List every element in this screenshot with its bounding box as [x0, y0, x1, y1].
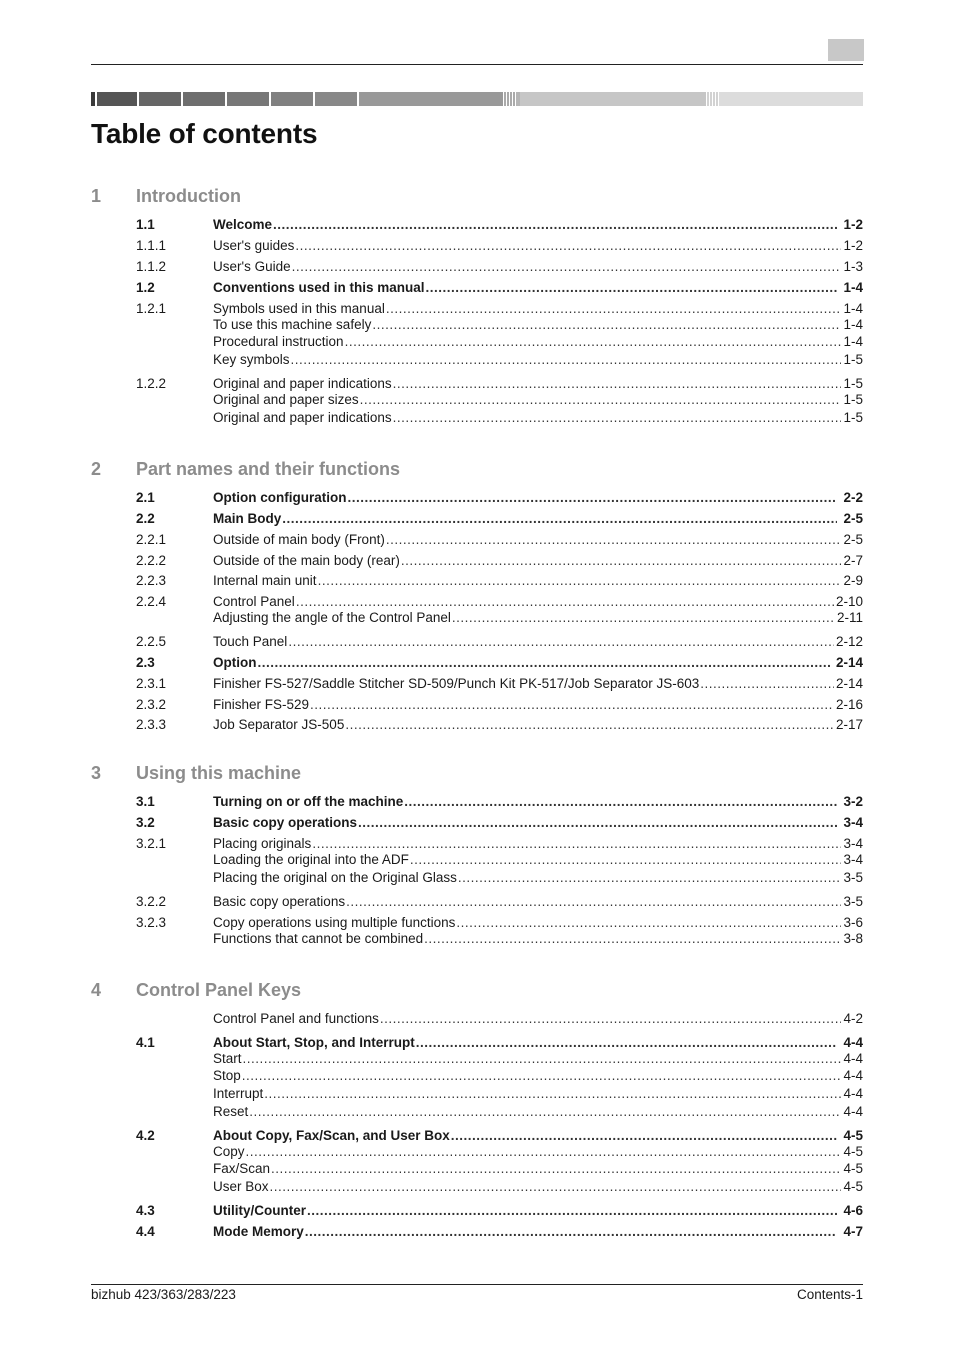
dot-leader [393, 375, 842, 392]
section-number: 4.4 [136, 1224, 155, 1239]
section-title: Conventions used in this manual [213, 280, 425, 295]
page-number: 4-5 [843, 1128, 863, 1143]
dot-leader [386, 531, 842, 548]
section-number: 2.2.1 [136, 532, 167, 547]
entry-line [213, 237, 863, 254]
footer-model: bizhub 423/363/283/223 [91, 1287, 236, 1302]
toc-entry[interactable] [91, 793, 863, 810]
entry-line [213, 572, 863, 589]
page-number: 3-5 [843, 894, 863, 909]
page-number: 1-3 [843, 259, 863, 274]
entry-line [213, 835, 863, 852]
section-number: 2.2 [136, 511, 155, 526]
page-number: 4-5 [843, 1179, 863, 1194]
entry-line [213, 930, 863, 947]
section-title: Reset [213, 1104, 249, 1119]
page-number: 4-7 [843, 1224, 863, 1239]
dot-leader [700, 675, 834, 692]
page-number: 2-14 [835, 655, 863, 670]
section-number: 2.3.3 [136, 717, 167, 732]
entry-line [213, 1223, 863, 1240]
entry-line [213, 1034, 863, 1051]
page-corner-tab [828, 39, 864, 61]
section-number: 1.1 [136, 217, 155, 232]
dot-leader [288, 633, 834, 650]
section-title: Finisher FS-527/Saddle Stitcher SD-509/Punch Kit PK-517/Job Separator JS-603 [213, 676, 700, 691]
entry-line [213, 300, 863, 317]
section-title: To use this machine safely [213, 317, 372, 332]
page-number: 3-2 [843, 794, 863, 809]
section-title: Copy operations using multiple functions [213, 915, 456, 930]
section-title: Mode Memory [213, 1224, 304, 1239]
page-number: 4-4 [843, 1068, 863, 1083]
entry-line [213, 633, 863, 650]
section-title: Internal main unit [213, 573, 317, 588]
toc-entry[interactable] [91, 1085, 863, 1102]
dot-leader [296, 593, 834, 610]
section-title: Functions that cannot be combined [213, 931, 424, 946]
toc-entry[interactable] [91, 216, 863, 233]
entry-line [213, 851, 863, 868]
section-number: 2.2.5 [136, 634, 167, 649]
section-title: Placing the original on the Original Glass [213, 870, 457, 885]
section-number: 1.1.1 [136, 238, 167, 253]
entry-line [213, 1103, 863, 1120]
section-number: 2.3 [136, 655, 155, 670]
section-number: 4.2 [136, 1128, 155, 1143]
entry-line [213, 593, 863, 610]
footer-rule [91, 1284, 863, 1285]
section-title: Touch Panel [213, 634, 288, 649]
entry-line [213, 1202, 863, 1219]
dot-leader [242, 1067, 842, 1084]
toc-entry[interactable] [91, 1050, 863, 1067]
toc-entry[interactable] [91, 300, 863, 317]
chapter-number: 3 [91, 763, 102, 783]
section-title: Stop [213, 1068, 241, 1083]
page-number: 1-2 [843, 217, 863, 232]
entry-line [213, 1127, 863, 1144]
entry-line [213, 1050, 863, 1067]
section-title: User's guides [213, 238, 295, 253]
section-title: Fax/Scan [213, 1161, 271, 1176]
section-title: About Copy, Fax/Scan, and User Box [213, 1128, 450, 1143]
dot-leader [312, 835, 841, 852]
page-number: 3-4 [843, 852, 863, 867]
page-number: 3-5 [843, 870, 863, 885]
chapter-number: 4 [91, 980, 102, 1000]
page-number: 2-9 [843, 573, 863, 588]
chapter-heading[interactable] [91, 459, 863, 481]
entry-line [213, 654, 863, 671]
section-number: 3.2.2 [136, 894, 167, 909]
toc-entry[interactable] [91, 1143, 863, 1160]
entry-line [213, 216, 863, 233]
section-title: Control Panel and functions [213, 1011, 379, 1026]
dot-leader [416, 1034, 838, 1051]
page-number: 4-4 [843, 1086, 863, 1101]
toc-entry[interactable] [91, 893, 863, 910]
toc-entry[interactable] [91, 851, 863, 868]
section-title: Original and paper indications [213, 376, 392, 391]
toc-entry[interactable] [91, 1127, 863, 1144]
dot-leader [258, 654, 830, 671]
section-title: Option configuration [213, 490, 347, 505]
section-title: Option [213, 655, 257, 670]
section-number: 2.2.4 [136, 594, 167, 609]
section-title: Symbols used in this manual [213, 301, 385, 316]
toc-entry[interactable] [91, 510, 863, 527]
entry-line [213, 1085, 863, 1102]
section-number: 2.3.2 [136, 697, 167, 712]
decorative-banner-bar [91, 92, 863, 106]
section-title: Copy [213, 1144, 245, 1159]
toc-entry[interactable] [91, 930, 863, 947]
page-number: 2-11 [836, 610, 863, 625]
toc-entry[interactable] [91, 835, 863, 852]
toc-entry[interactable] [91, 316, 863, 333]
dot-leader [386, 300, 842, 317]
section-number: 2.3.1 [136, 676, 167, 691]
entry-line [213, 1160, 863, 1177]
dot-leader [358, 814, 837, 831]
section-title: Original and paper indications [213, 410, 392, 425]
chapter-title: Control Panel Keys [136, 980, 302, 1000]
dot-leader [404, 793, 837, 810]
page-number: 4-6 [843, 1203, 863, 1218]
section-title: Basic copy operations [213, 894, 346, 909]
page-number: 1-5 [843, 392, 863, 407]
toc-entry[interactable] [91, 1223, 863, 1240]
dot-leader [347, 489, 837, 506]
page-number: 3-4 [843, 815, 863, 830]
toc-entry[interactable] [91, 869, 863, 886]
entry-line [213, 316, 863, 333]
section-number: 3.1 [136, 794, 155, 809]
toc-entry[interactable] [91, 531, 863, 548]
section-title: Interrupt [213, 1086, 264, 1101]
page-number: 1-4 [843, 280, 863, 295]
chapter-heading[interactable] [91, 186, 863, 208]
dot-leader [346, 893, 841, 910]
dot-leader [246, 1143, 842, 1160]
page-number: 2-10 [835, 594, 863, 609]
page-number: 3-4 [843, 836, 863, 851]
dot-leader [282, 510, 837, 527]
toc-entry[interactable] [91, 351, 863, 368]
entry-line [213, 893, 863, 910]
section-title: Loading the original into the ADF [213, 852, 409, 867]
dot-leader [456, 914, 841, 931]
section-title: Finisher FS-529 [213, 697, 310, 712]
page-number: 3-6 [843, 915, 863, 930]
toc-entry[interactable] [91, 1202, 863, 1219]
section-title: Control Panel [213, 594, 295, 609]
dot-leader [410, 851, 842, 868]
page-number: 2-17 [835, 717, 863, 732]
dot-leader [270, 1178, 842, 1195]
dot-leader [305, 1223, 838, 1240]
section-title: Job Separator JS-505 [213, 717, 345, 732]
dot-leader [249, 1103, 841, 1120]
entry-line [213, 552, 863, 569]
toc-entry[interactable] [91, 572, 863, 589]
page-number: 1-5 [843, 410, 863, 425]
section-title: Original and paper sizes [213, 392, 359, 407]
page-number: 2-14 [835, 676, 863, 691]
entry-line [213, 609, 863, 626]
toc-entry[interactable] [91, 1010, 863, 1027]
page-number: 1-2 [843, 238, 863, 253]
dot-leader [310, 696, 834, 713]
dot-leader [451, 1127, 838, 1144]
entry-line [213, 675, 863, 692]
page-number: 4-5 [843, 1144, 863, 1159]
dot-leader [345, 333, 842, 350]
toc-entry[interactable] [91, 814, 863, 831]
dot-leader [295, 237, 841, 254]
footer-page-number: Contents-1 [796, 1287, 863, 1302]
toc-entry[interactable] [91, 391, 863, 408]
section-number: 2.2.3 [136, 573, 167, 588]
section-number: 4.1 [136, 1035, 155, 1050]
toc-entry[interactable] [91, 914, 863, 931]
toc-entry[interactable] [91, 375, 863, 392]
section-title: About Start, Stop, and Interrupt [213, 1035, 415, 1050]
page-number: 1-4 [843, 334, 863, 349]
page-number: 3-8 [843, 931, 863, 946]
toc-entry[interactable] [91, 1178, 863, 1195]
entry-line [213, 716, 863, 733]
page-number: 1-5 [843, 376, 863, 391]
entry-line [213, 1010, 863, 1027]
section-number: 3.2.3 [136, 915, 167, 930]
page-number: 4-4 [843, 1104, 863, 1119]
entry-line [213, 279, 863, 296]
page-number: 4-4 [843, 1035, 863, 1050]
section-number: 1.1.2 [136, 259, 167, 274]
page-number: 1-5 [843, 352, 863, 367]
section-title: User's Guide [213, 259, 291, 274]
entry-line [213, 375, 863, 392]
section-title: Key symbols [213, 352, 290, 367]
section-number: 1.2.2 [136, 376, 167, 391]
chapter-number: 1 [91, 186, 102, 206]
entry-line [213, 409, 863, 426]
chapter-title: Using this machine [136, 763, 302, 783]
toc-entry[interactable] [91, 1034, 863, 1051]
section-title: Start [213, 1051, 242, 1066]
toc-entry[interactable] [91, 237, 863, 254]
section-number: 3.2 [136, 815, 155, 830]
dot-leader [264, 1085, 841, 1102]
toc-entry[interactable] [91, 1103, 863, 1120]
chapter-number: 2 [91, 459, 102, 479]
section-number: 3.2.1 [136, 836, 167, 851]
toc-entry[interactable] [91, 593, 863, 610]
dot-leader [318, 572, 842, 589]
toc-entry[interactable] [91, 609, 863, 626]
dot-leader [426, 279, 838, 296]
dot-leader [345, 716, 834, 733]
dot-leader [372, 316, 841, 333]
dot-leader [291, 351, 842, 368]
toc-entry[interactable] [91, 696, 863, 713]
page-number: 2-5 [843, 511, 863, 526]
toc-entry[interactable] [91, 279, 863, 296]
toc-entry[interactable] [91, 552, 863, 569]
dot-leader [393, 409, 842, 426]
page-number: 2-12 [835, 634, 863, 649]
dot-leader [307, 1202, 837, 1219]
dot-leader [292, 258, 842, 275]
dot-leader [380, 1010, 842, 1027]
section-title: Turning on or off the machine [213, 794, 404, 809]
toc-entry[interactable] [91, 675, 863, 692]
section-number: 2.1 [136, 490, 155, 505]
section-title: Procedural instruction [213, 334, 344, 349]
entry-line [213, 531, 863, 548]
toc-entry[interactable] [91, 716, 863, 733]
entry-line [213, 814, 863, 831]
entry-line [213, 351, 863, 368]
toc-entry[interactable] [91, 409, 863, 426]
page-title: Table of contents [91, 118, 318, 149]
toc-entry[interactable] [91, 333, 863, 350]
section-title: Basic copy operations [213, 815, 358, 830]
toc-entry[interactable] [91, 258, 863, 275]
entry-line [213, 258, 863, 275]
entry-line [213, 333, 863, 350]
entry-line [213, 489, 863, 506]
page-number: 2-16 [835, 697, 863, 712]
section-title: Placing originals [213, 836, 312, 851]
section-title: Outside of the main body (rear) [213, 553, 400, 568]
section-title: Welcome [213, 217, 273, 232]
chapter-heading[interactable] [91, 980, 863, 1002]
header-rule [91, 64, 863, 65]
dot-leader [273, 216, 837, 233]
section-title: Utility/Counter [213, 1203, 306, 1218]
dot-leader [360, 391, 842, 408]
section-number: 1.2 [136, 280, 155, 295]
page-number: 2-2 [843, 490, 863, 505]
page-number: 2-7 [843, 553, 863, 568]
toc-entry[interactable] [91, 654, 863, 671]
entry-line [213, 1067, 863, 1084]
page-number: 2-5 [843, 532, 863, 547]
toc-entry[interactable] [91, 1160, 863, 1177]
page-number: 4-4 [843, 1051, 863, 1066]
section-title: Main Body [213, 511, 282, 526]
chapter-title: Introduction [136, 186, 241, 206]
entry-line [213, 510, 863, 527]
dot-leader [452, 609, 835, 626]
toc-entry[interactable] [91, 1067, 863, 1084]
entry-line [213, 793, 863, 810]
entry-line [213, 869, 863, 886]
section-title: User Box [213, 1179, 269, 1194]
dot-leader [458, 869, 842, 886]
entry-line [213, 391, 863, 408]
chapter-heading[interactable] [91, 763, 863, 785]
page-number: 1-4 [843, 317, 863, 332]
dot-leader [424, 930, 841, 947]
chapter-title: Part names and their functions [136, 459, 401, 479]
section-title: Outside of main body (Front) [213, 532, 385, 547]
dot-leader [271, 1160, 841, 1177]
section-number: 1.2.1 [136, 301, 167, 316]
section-number: 4.3 [136, 1203, 155, 1218]
toc-entry[interactable] [91, 489, 863, 506]
entry-line [213, 696, 863, 713]
entry-line [213, 1178, 863, 1195]
section-title: Adjusting the angle of the Control Panel [213, 610, 451, 625]
toc-entry[interactable] [91, 633, 863, 650]
section-number: 2.2.2 [136, 553, 167, 568]
page-number: 4-2 [843, 1011, 863, 1026]
entry-line [213, 1143, 863, 1160]
dot-leader [243, 1050, 842, 1067]
entry-line [213, 914, 863, 931]
page-number: 4-5 [843, 1161, 863, 1176]
page-number: 1-4 [843, 301, 863, 316]
dot-leader [401, 552, 842, 569]
